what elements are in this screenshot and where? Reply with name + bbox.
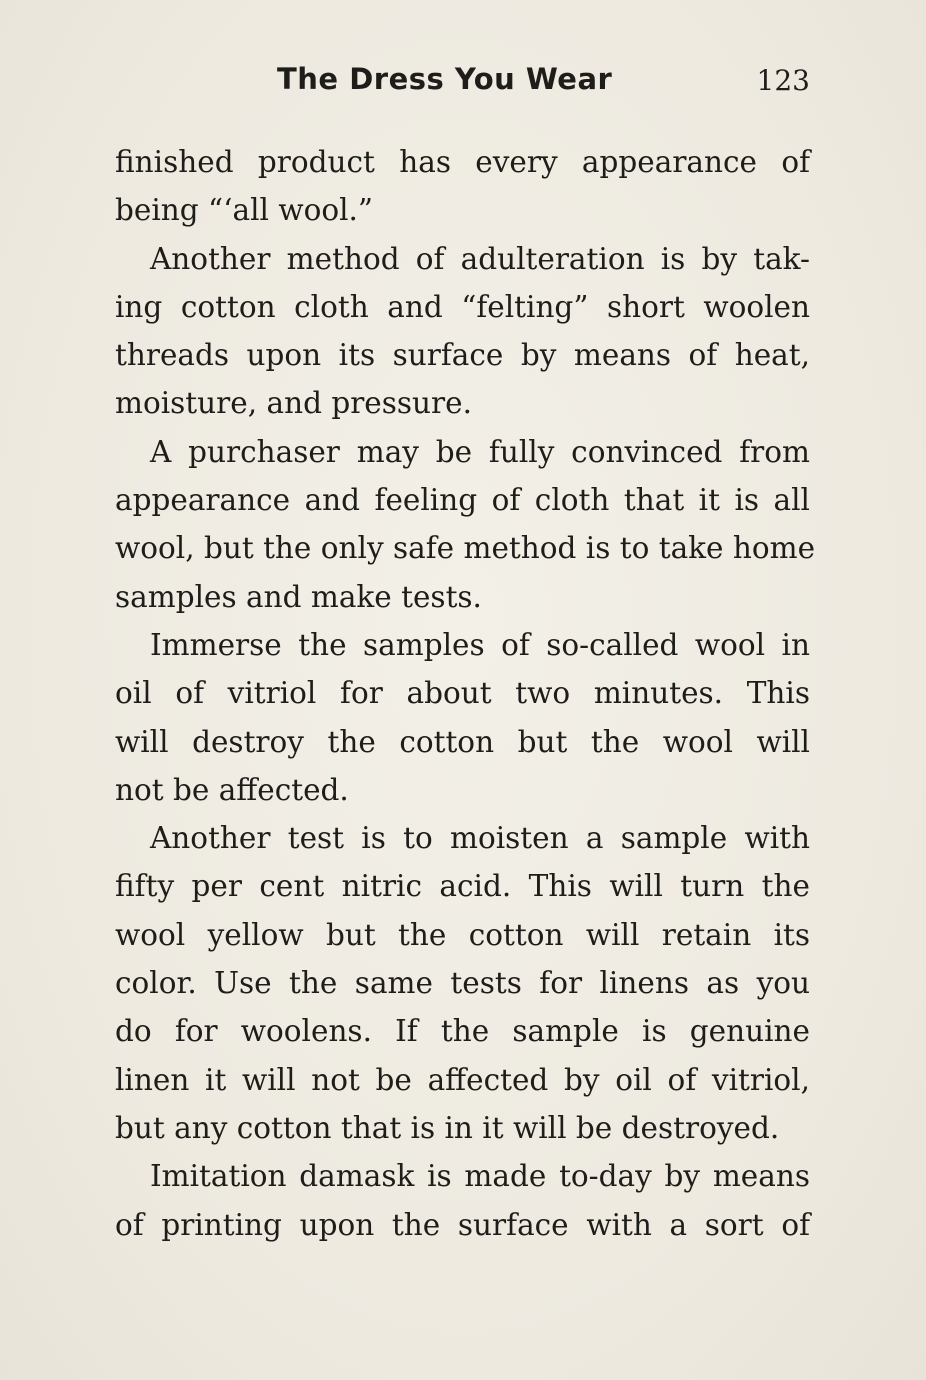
text-line: samples and make tests. <box>115 579 482 614</box>
text-line: will destroy the cotton but the wool will <box>115 724 810 759</box>
page-number: 123 <box>756 64 810 97</box>
text-line: Another method of adulteration is by tak- <box>150 241 810 276</box>
text-line: finished product has every appearance of <box>115 145 810 179</box>
body-text <box>115 138 816 1249</box>
text-line: of printing upon the surface with a sort of <box>115 1207 810 1242</box>
text-line: do for woolens. If the sample is genuine <box>115 1014 810 1049</box>
text-line: threads upon its surface by means of heat, <box>115 338 810 373</box>
text-line: fifty per cent nitric acid. This will turn the <box>115 869 810 904</box>
running-title: The Dress You Wear <box>277 62 613 96</box>
text-line: appearance and feeling of cloth that it is all <box>115 483 810 518</box>
text-line: Imitation damask is made to-day by means <box>150 1159 810 1194</box>
text-line: wool, but the only safe method is to take home <box>115 531 816 566</box>
text-line: Immerse the samples of so-called wool in <box>150 627 810 662</box>
text-line: wool yellow but the cotton will retain its <box>115 917 810 952</box>
text-line: Another test is to moisten a sample with <box>150 821 810 856</box>
text-line: moisture, and pressure. <box>115 386 472 421</box>
text-line: A purchaser may be fully convinced from <box>150 434 810 469</box>
text-line: being “‘all wool.” <box>115 193 373 228</box>
running-head <box>115 62 810 106</box>
text-line: color. Use the same tests for linens as you <box>115 966 810 1001</box>
text-line: not be affected. <box>115 772 349 807</box>
text-line: but any cotton that is in it will be destroyed. <box>115 1110 780 1145</box>
text-line: ing cotton cloth and “felting” short woolen <box>115 289 810 324</box>
text-line: linen it will not be affected by oil of vitriol, <box>115 1062 810 1097</box>
text-line: oil of vitriol for about two minutes. This <box>115 676 810 711</box>
